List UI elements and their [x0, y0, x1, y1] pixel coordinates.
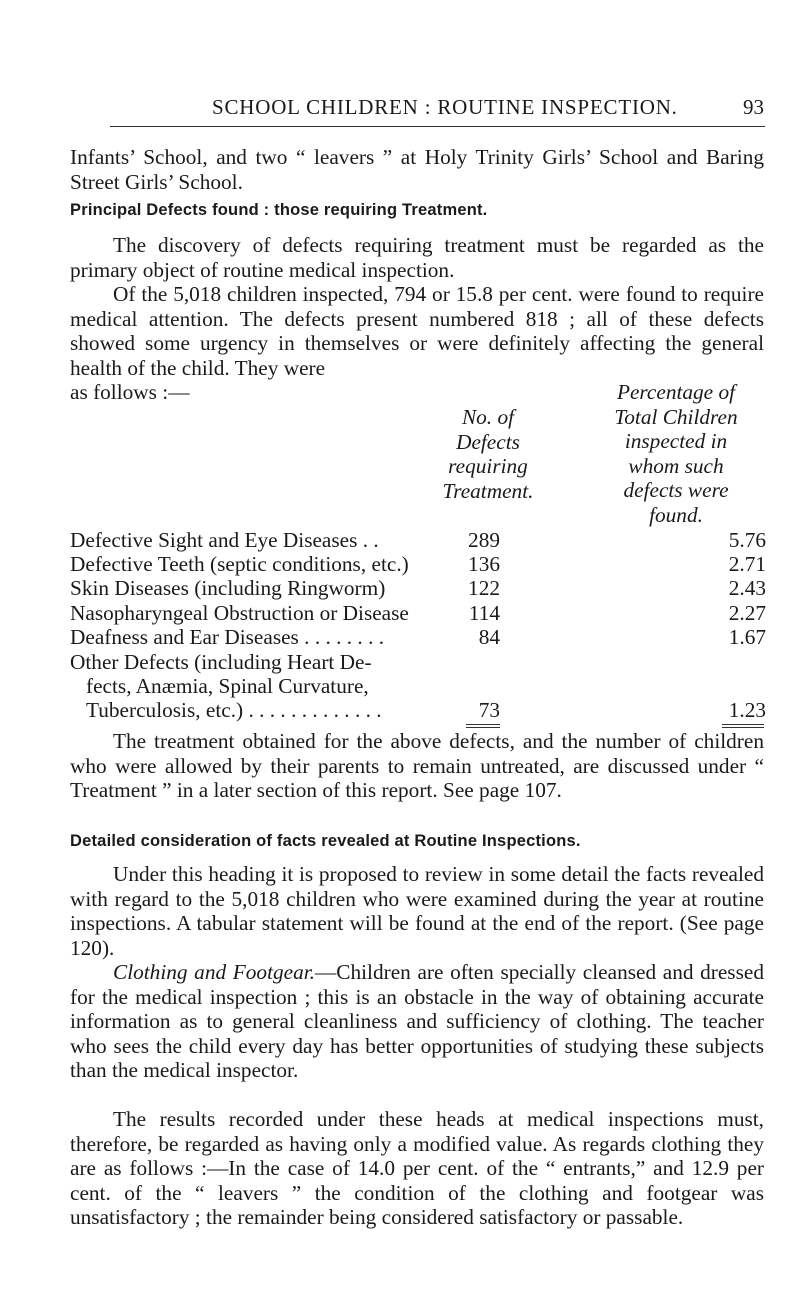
column-header-defects: No. of Defects requiring Treatment.	[442, 405, 534, 503]
page-number: 93	[743, 95, 764, 119]
as-follows-text: as follows :—	[70, 380, 190, 404]
table-row-label: Defective Teeth (septic conditions, etc.)	[70, 552, 409, 576]
principal-defects-heading: Principal Defects found : those requiring Treatment.	[70, 201, 488, 219]
table-row-label: Defective Sight and Eye Diseases . .	[70, 528, 379, 552]
table-row-count: 289	[468, 528, 500, 552]
table-row-percent: 2.71	[728, 552, 766, 576]
table-row-label-other-1: Other Defects (including Heart De-	[70, 650, 372, 674]
clothing-paragraph	[70, 960, 764, 1083]
table-row-label-other-2: fects, Anæmia, Spinal Curvature,	[86, 674, 369, 698]
table-row-percent: 2.27	[728, 601, 766, 625]
table-row-label: Deafness and Ear Diseases . . . . . . . .	[70, 625, 385, 649]
total-rule-percent	[722, 724, 764, 728]
table-row-percent: 1.67	[728, 625, 766, 649]
intro-paragraph: Infants’ School, and two “ leavers ” at Holy Trinity Girls’ School and Baring Street Girls’ School.	[70, 145, 764, 194]
table-row-label-other-3: Tuberculosis, etc.) . . . . . . . . . . . . .	[86, 698, 382, 722]
table-row-percent-other: 1.23	[728, 698, 766, 722]
column-header-percentage: Percentage of Total Children inspected in whom such defects were found.	[614, 380, 738, 527]
detailed-consideration-heading: Detailed consideration of facts revealed at Routine Inspections.	[70, 832, 581, 850]
running-header: SCHOOL CHILDREN : ROUTINE INSPECTION.	[212, 95, 678, 119]
header-rule	[110, 126, 765, 127]
total-rule-count	[466, 724, 500, 728]
table-row-label: Nasopharyngeal Obstruction or Disease	[70, 601, 409, 625]
results-paragraph: The results recorded under these heads at medical inspections must, therefore, be regarded as having only a modified value. As regards clothing they are as follows :—In the case of 14.0 per cent. of the “ entrants,” and 12.9 per cent. of the “ leavers ” the condition of the clothing and footgear was unsatisfactory ; the remainder being considered satisfactory or passable.	[70, 1107, 764, 1229]
principal-para-1: The discovery of defects requiring treatment must be regarded as the primary object of routine medical inspection.	[70, 233, 764, 282]
treatment-paragraph: The treatment obtained for the above defects, and the number of children who were allowed by their parents to remain untreated, are discussed under “ Treatment ” in a later section of this report. See page 107.	[70, 729, 764, 802]
detailed-para-1: Under this heading it is proposed to review in some detail the facts revealed with regard to the 5,018 children who were examined during the year at routine inspections. A tabular statement will be found at the end of the report. (See page 120).	[70, 862, 764, 960]
table-row-count: 122	[468, 576, 500, 600]
principal-para-2: Of the 5,018 children inspected, 794 or 15.8 per cent. were found to require medical attention. The defects present numbered 818 ; all of these defects showed some urgency in themselves or were definitely affecting the general health of the child. They were	[70, 282, 764, 380]
table-row-label: Skin Diseases (including Ringworm)	[70, 576, 386, 600]
table-row-count: 114	[468, 601, 500, 625]
table-row-count: 136	[468, 552, 500, 576]
table-row-count: 84	[478, 625, 500, 649]
table-row-count-other: 73	[478, 698, 500, 722]
table-row-percent: 5.76	[728, 528, 766, 552]
clothing-text: —Children are often specially cleansed and dressed for the medical inspection ; this is an obstacle in the way of obtaining accurate information as to general cleanliness and sufficiency of clothing. The teacher who sees the child every day has better opportunities of studying these subjects than the medical inspector.	[70, 960, 764, 1082]
clothing-title: Clothing and Footgear.	[113, 960, 315, 984]
table-row-percent: 2.43	[728, 576, 766, 600]
